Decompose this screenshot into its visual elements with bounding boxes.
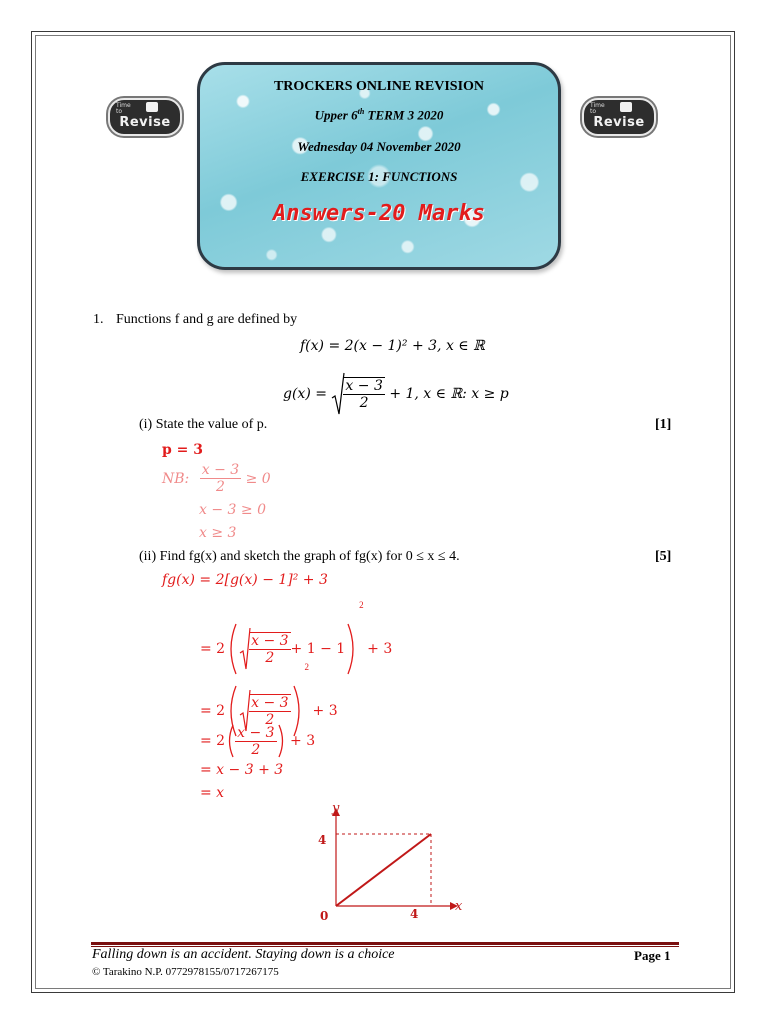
step-6: = x	[200, 785, 225, 801]
footer-rule	[91, 942, 679, 945]
time-to-revise-logo-left: Time to Revise	[108, 98, 182, 136]
fg-graph	[300, 798, 500, 928]
part-ii-question: (ii) Find fg(x) and sketch the graph of fg(x) for 0 ≤ x ≤ 4.	[139, 549, 460, 564]
title-banner	[197, 62, 561, 270]
org-title: TROCKERS ONLINE REVISION	[273, 79, 485, 94]
series-line-fg	[336, 834, 431, 906]
nb-line-2: x − 3 ≥ 0	[199, 502, 266, 518]
footer-quote: Falling down is an accident. Staying down is a choice	[92, 947, 395, 962]
x-axis-label: x	[455, 899, 463, 914]
question-number: 1.	[93, 312, 104, 327]
step-5: = x − 3 + 3	[200, 762, 284, 778]
step-2: = 2 $\frac{x - 3}{2}$ + $1 - 1^2 + 3$	[200, 600, 392, 654]
answers-heading: Answers-20 Marks	[273, 201, 485, 226]
date: Wednesday 04 November 2020	[297, 139, 461, 154]
book-icon	[620, 102, 632, 112]
y-tick-label-4: 4	[318, 833, 327, 847]
level-term: Upper 6th TERM 3 2020	[314, 107, 444, 123]
time-to-revise-logo-right: Time to Revise	[582, 98, 656, 136]
origin-tick-label: 0	[320, 909, 329, 923]
step-3: = 2 $\frac{x - 3}{2}$ $^2$ + 3	[200, 662, 338, 716]
g-definition: g(x) = $\frac{x - 3}{2}$ + 1, x ∈ ℝ: x ≥ p	[283, 372, 509, 416]
x-tick-label-4: 4	[410, 907, 419, 921]
nb-line-3: x ≥ 3	[199, 525, 237, 541]
part-ii-marks: [5]	[655, 549, 672, 564]
book-icon	[146, 102, 158, 112]
part-i-marks: [1]	[655, 417, 672, 432]
y-axis-label: y	[332, 801, 340, 816]
nb-note: NB: $\frac{x - 3}{2}$ ≥ 0	[162, 462, 271, 495]
step-1: fg(x) = 2[g(x) − 1]² + 3	[162, 572, 328, 588]
part-i-question: (i) State the value of p.	[139, 417, 268, 432]
step-4: = 2 $\frac{x - 3}{2}$ + 3	[200, 724, 316, 758]
exercise-title: EXERCISE 1: FUNCTIONS	[300, 169, 458, 184]
answer-i: p = 3	[162, 442, 204, 458]
page-number: Page 1	[634, 948, 671, 963]
question-intro: Functions f and g are defined by	[116, 312, 298, 327]
copyright: © Tarakino N.P. 0772978155/0717267175	[92, 966, 279, 978]
f-definition: f(x) = 2(x − 1)² + 3, x ∈ ℝ	[300, 338, 485, 354]
